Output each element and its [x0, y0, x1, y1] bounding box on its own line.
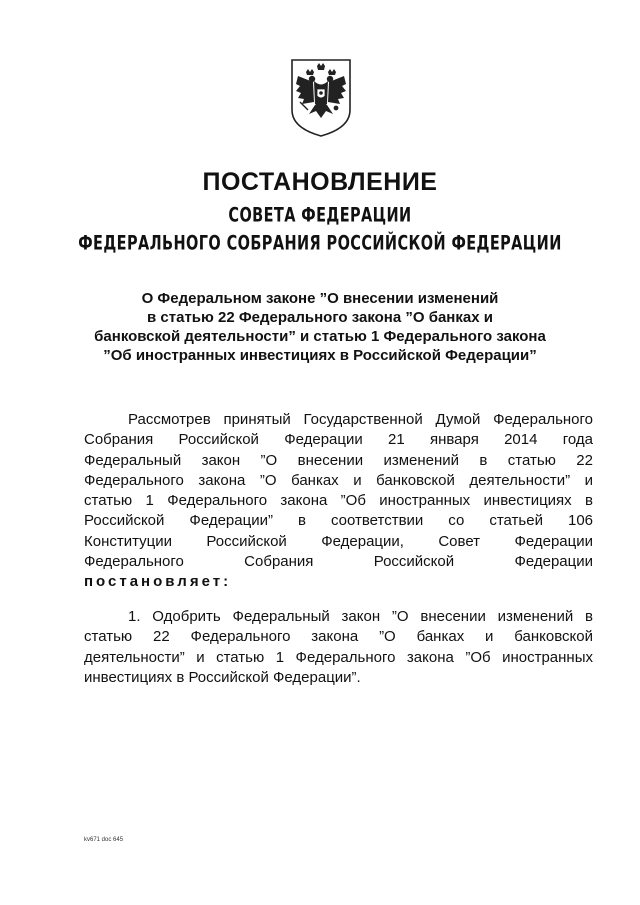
subject-line: в статью 22 Федерального закона ”О банках и [147, 309, 493, 326]
paragraph-line: Конституции Российской Федерации, Совет Федерации [84, 532, 593, 550]
paragraph-line [84, 572, 593, 592]
decree-word: постановляет: [84, 573, 232, 591]
subject-line: О Федеральном законе ”О внесении изменений [141, 290, 499, 307]
paragraph-line: деятельности” и статью 1 Федерального закона ”Об иностранных [84, 648, 593, 666]
resolution-subject [80, 289, 560, 365]
paragraph-line: Федерального закона ”О банках и банковской деятельности” и [84, 471, 593, 489]
paragraph-line: Рассмотрев принятый Государственной Думой Федерального [128, 411, 593, 428]
decision-paragraph [84, 607, 593, 688]
subject-line: банковской деятельности” и статью 1 Федерального закона [94, 328, 546, 345]
paragraph-line: Федеральный закон ”О внесении изменений в статью 22 [84, 451, 593, 469]
subject-line: ”Об иностранных инвестициях в Российской Федерации” [103, 347, 537, 364]
document-code: kv671 doc 645 [84, 837, 124, 843]
paragraph-line: Федерального Собрания Российской Федерации [84, 553, 593, 571]
issuer-line-2: ФЕДЕРАЛЬНОГО СОБРАНИЯ РОССИЙСКОЙ ФЕДЕРАЦИИ [78, 233, 562, 255]
preamble-paragraph [84, 410, 593, 593]
paragraph-line: 1. Одобрить Федеральный закон ”О внесении изменений в [128, 608, 593, 625]
paragraph-line: Собрания Российской Федерации 21 января 2014 года [84, 431, 593, 449]
paragraph-line: статью 1 Федерального закона ”Об иностранных инвестициях в [84, 492, 593, 510]
issuer-line-1: СОВЕТА ФЕДЕРАЦИИ [228, 205, 412, 227]
russian-coat-of-arms-icon [288, 58, 354, 138]
document-title: ПОСТАНОВЛЕНИЕ [202, 168, 438, 196]
paragraph-line: статью 22 Федерального закона ”О банках и банковской [84, 628, 593, 646]
paragraph-line: Российской Федерации” в соответствии со статьей 106 [84, 512, 593, 530]
paragraph-line: инвестициях в Российской Федерации”. [84, 668, 361, 686]
